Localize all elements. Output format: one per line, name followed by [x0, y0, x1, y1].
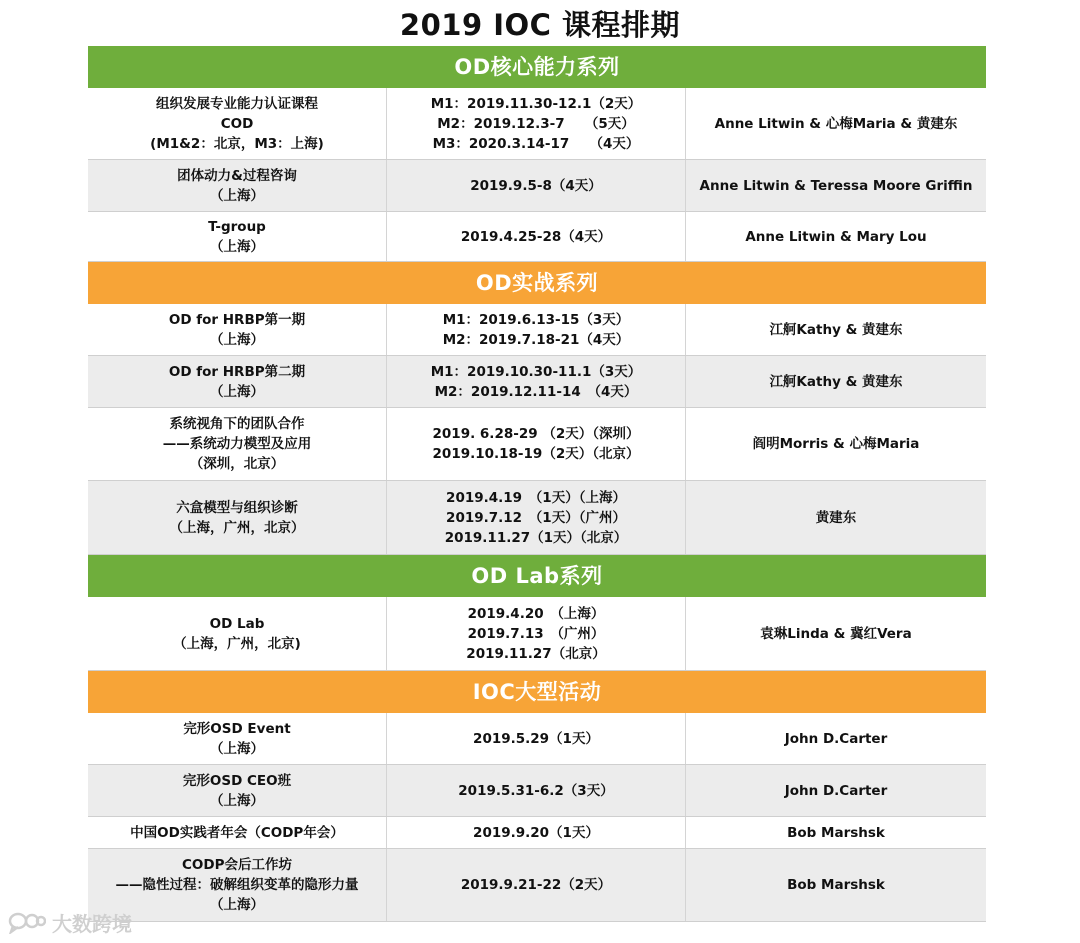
course-cell — [88, 212, 387, 261]
instructor-cell — [686, 765, 986, 816]
date-line: 2019.7.12 （1天）（广州） — [446, 509, 626, 526]
date-line: M1：2019.6.13-15（3天） — [442, 311, 630, 328]
instructor-cell — [686, 713, 986, 764]
section-header: OD实战系列 — [88, 262, 986, 304]
table-row — [88, 356, 986, 408]
table-row — [88, 408, 986, 481]
date-line: 2019.5.31-6.2（3天） — [458, 782, 614, 799]
date-line: 2019.5.29（1天） — [473, 730, 599, 747]
date-line: M1：2019.11.30-12.1（2天） — [430, 95, 642, 112]
course-cell — [88, 849, 387, 921]
course-line: OD for HRBP第二期 — [168, 363, 306, 380]
date-line: M2：2019.12.11-14 （4天） — [434, 383, 638, 400]
instructor-cell — [686, 356, 986, 407]
dates-cell — [387, 481, 686, 554]
course-cell — [88, 817, 387, 848]
date-line: M2：2019.12.3-7 （5天） — [437, 115, 635, 132]
course-line: 六盒模型与组织诊断 — [176, 499, 298, 516]
instructor-line: 黄建东 — [815, 509, 857, 526]
dates-cell — [387, 304, 686, 355]
date-line: 2019.11.27（1天）（北京） — [444, 529, 628, 546]
course-line: 完形OSD CEO班 — [182, 772, 292, 789]
dates-cell — [387, 88, 686, 159]
course-line: （上海） — [210, 740, 264, 757]
date-line: 2019.9.20（1天） — [473, 824, 599, 841]
section-header: OD核心能力系列 — [88, 46, 986, 88]
date-line: 2019.7.13 （广州） — [467, 625, 605, 642]
course-line: 团体动力&过程咨询 — [177, 167, 297, 184]
instructor-line: Bob Marshsk — [787, 877, 885, 893]
course-line: （上海） — [210, 897, 264, 913]
date-line: 2019.4.20 （上海） — [467, 605, 605, 622]
date-line: M1：2019.10.30-11.1（3天） — [430, 363, 642, 380]
section-header: OD Lab系列 — [88, 555, 986, 597]
course-line: （上海） — [210, 792, 264, 809]
course-line: 组织发展专业能力认证课程 — [156, 95, 318, 112]
instructor-line: Bob Marshsk — [787, 824, 885, 841]
course-cell — [88, 481, 387, 554]
instructor-cell — [686, 160, 986, 211]
instructor-cell — [686, 817, 986, 848]
table-row — [88, 817, 986, 849]
table-row — [88, 212, 986, 262]
instructor-line: John D.Carter — [784, 730, 888, 747]
instructor-cell — [686, 481, 986, 554]
course-line: 完形OSD Event — [183, 720, 291, 737]
course-cell — [88, 765, 387, 816]
table-row — [88, 304, 986, 356]
course-line: （上海） — [210, 331, 264, 348]
table-row — [88, 160, 986, 212]
table-row — [88, 597, 986, 671]
instructor-line: John D.Carter — [784, 782, 888, 799]
table-row — [88, 481, 986, 555]
course-line: 系统视角下的团队合作 — [169, 416, 305, 432]
watermark — [8, 906, 132, 938]
table-row — [88, 849, 986, 922]
course-cell — [88, 597, 387, 670]
course-line: （上海） — [210, 383, 264, 400]
watermark-text: 大数跨境 — [52, 911, 132, 936]
course-line: ——系统动力模型及应用 — [162, 436, 312, 452]
course-line: ——隐性过程：破解组织变革的隐形力量 — [115, 877, 359, 893]
course-cell — [88, 356, 387, 407]
dates-cell — [387, 597, 686, 670]
instructor-line: 袁琳Linda & 冀红Vera — [760, 625, 912, 642]
page-title: 2019 IOC 课程排期 — [399, 8, 681, 42]
course-line: 中国OD实践者年会（CODP年会） — [130, 824, 344, 841]
date-line: 2019.4.19 （1天）（上海） — [446, 489, 626, 506]
dates-cell — [387, 713, 686, 764]
instructor-line: Anne Litwin & Mary Lou — [745, 228, 927, 245]
date-line: 2019.4.25-28（4天） — [460, 228, 612, 245]
course-line: (M1&2：北京，M3：上海) — [150, 135, 324, 152]
course-cell — [88, 408, 387, 480]
section-header: IOC大型活动 — [88, 671, 986, 713]
speech-bubble-logo-icon — [8, 910, 46, 934]
table-row — [88, 88, 986, 160]
instructor-cell — [686, 212, 986, 261]
table-row — [88, 765, 986, 817]
instructor-line: 江舸Kathy & 黄建东 — [769, 373, 903, 390]
instructor-line: 阎明Morris & 心梅Maria — [752, 436, 920, 452]
course-cell — [88, 713, 387, 764]
dates-cell — [387, 817, 686, 848]
schedule-table — [88, 46, 986, 922]
date-line: M2：2019.7.18-21（4天） — [442, 331, 630, 348]
instructor-cell — [686, 408, 986, 480]
instructor-line: Anne Litwin & 心梅Maria & 黄建东 — [714, 115, 958, 132]
dates-cell — [387, 356, 686, 407]
course-line: OD Lab — [209, 615, 265, 632]
course-cell — [88, 304, 387, 355]
course-line: （深圳，北京） — [189, 456, 285, 472]
course-line: （上海） — [210, 238, 264, 255]
dates-cell — [387, 212, 686, 261]
date-line: 2019.9.5-8（4天） — [470, 177, 602, 194]
instructor-cell — [686, 304, 986, 355]
course-line: COD — [220, 115, 254, 132]
course-line: CODP会后工作坊 — [182, 857, 292, 873]
course-cell — [88, 160, 387, 211]
course-line: （上海，广州，北京） — [169, 519, 305, 536]
dates-cell — [387, 849, 686, 921]
date-line: M3：2020.3.14-17 （4天） — [432, 135, 640, 152]
course-line: OD for HRBP第一期 — [168, 311, 306, 328]
course-cell — [88, 88, 387, 159]
course-line: （上海） — [210, 187, 264, 204]
date-line: 2019.10.18-19（2天）（北京） — [432, 446, 640, 462]
instructor-line: Anne Litwin & Teressa Moore Griffin — [699, 177, 973, 194]
dates-cell — [387, 408, 686, 480]
course-line: （上海，广州，北京) — [173, 635, 301, 652]
dates-cell — [387, 160, 686, 211]
instructor-cell — [686, 88, 986, 159]
date-line: 2019. 6.28-29 （2天）（深圳） — [432, 426, 640, 442]
course-line: T-group — [208, 218, 266, 235]
instructor-cell — [686, 849, 986, 921]
dates-cell — [387, 765, 686, 816]
date-line: 2019.9.21-22（2天） — [460, 877, 612, 893]
table-row — [88, 713, 986, 765]
date-line: 2019.11.27（北京） — [466, 645, 606, 662]
instructor-cell — [686, 597, 986, 670]
instructor-line: 江舸Kathy & 黄建东 — [769, 321, 903, 338]
